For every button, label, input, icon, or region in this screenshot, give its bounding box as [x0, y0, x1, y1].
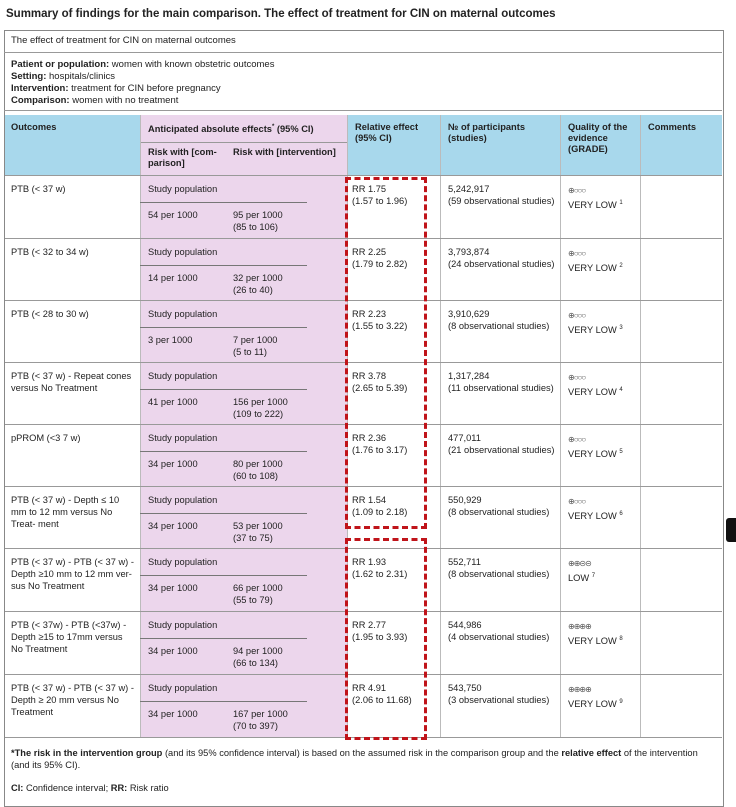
intervention-value: treatment for CIN before pregnancy: [68, 83, 221, 94]
outcome-label: PTB (< 37 w) - Repeat cones versus No Treatment: [11, 371, 132, 393]
column-separator: [640, 115, 641, 737]
risk-intervention-value: 94 per 1000: [233, 646, 283, 656]
relative-effect-ci: (1.76 to 3.17): [352, 445, 408, 455]
outcome-label: PTB (< 37 w): [11, 184, 66, 194]
divider: [140, 327, 307, 328]
quality-symbols: ⊕⊕⊕⊕: [568, 685, 591, 694]
divider: [4, 110, 722, 111]
divider: [140, 513, 307, 514]
study-population-label: Study population: [148, 371, 218, 381]
header-participants: № of participants (studies): [448, 122, 525, 143]
intervention-label: Intervention:: [11, 83, 69, 94]
studies-count: (24 observational studies): [448, 259, 555, 269]
participants-count: 544,986: [448, 620, 482, 630]
risk-intervention-ci: (70 to 397): [233, 721, 278, 731]
risk-intervention-ci: (55 to 79): [233, 595, 273, 605]
column-separator: [560, 115, 561, 737]
header-quality: Quality of the evidence (GRADE): [568, 122, 628, 154]
quality-grade: VERY LOW $^2$: [568, 263, 623, 274]
divider: [140, 265, 307, 266]
outcome-label: pPROM (<3 7 w): [11, 433, 81, 443]
participants-count: 477,011: [448, 433, 481, 443]
risk-intervention-value: 32 per 1000: [233, 273, 283, 283]
divider: [140, 451, 307, 452]
quality-symbols: ⊕○○○: [568, 497, 586, 506]
risk-intervention-ci: (5 to 11): [233, 347, 267, 357]
row-divider: [5, 175, 722, 176]
studies-count: (8 observational studies): [448, 321, 550, 331]
relative-effect-value: RR 1.75: [352, 184, 387, 194]
participants-count: 5,242,917: [448, 184, 490, 194]
quality-symbols: ⊕○○○: [568, 435, 586, 444]
quality-grade: VERY LOW $^3$: [568, 325, 623, 336]
outcome-label: PTB (< 37w) - PTB (<37w) - Depth ≥15 to 17mm versus No Treatment: [11, 620, 127, 654]
studies-count: (59 observational studies): [448, 196, 555, 206]
divider: [4, 52, 722, 53]
quality-symbols: ⊕○○○: [568, 373, 586, 382]
outcome-label: PTB (< 37 w) - PTB (< 37 w) - Depth ≥ 20 mm versus No Treatment: [11, 683, 134, 717]
risk-comparison-value: 34 per 1000: [148, 583, 198, 593]
header-outcomes: Outcomes: [11, 122, 57, 132]
risk-comparison-value: 3 per 1000: [148, 335, 193, 345]
divider: [140, 701, 307, 702]
risk-intervention-value: 53 per 1000: [233, 521, 283, 531]
divider: [140, 142, 347, 143]
highlight-box-upper: [345, 177, 427, 529]
participants-count: 550,929: [448, 495, 482, 505]
patient-value: women with known obstetric outcomes: [109, 59, 275, 70]
comparison-label: Comparison:: [11, 95, 70, 106]
studies-count: (8 observational studies): [448, 569, 550, 579]
quality-grade: VERY LOW $^9$: [568, 699, 623, 710]
divider: [140, 638, 307, 639]
column-separator: [440, 115, 441, 737]
risk-intervention-ci: (26 to 40): [233, 285, 273, 295]
header-risk-intervention: Risk with [intervention]: [233, 147, 336, 157]
comparison-value: women with no treatment: [69, 95, 179, 106]
participants-count: 1,317,284: [448, 371, 490, 381]
risk-intervention-ci: (37 to 75): [233, 533, 273, 543]
risk-intervention-value: 95 per 1000: [233, 210, 283, 220]
divider: [140, 575, 307, 576]
outcome-label: PTB (< 37 w) - Depth ≤ 10 mm to 12 mm versus No Treat- ment: [11, 495, 120, 529]
patient-label: Patient or population:: [11, 59, 110, 70]
risk-intervention-ci: (85 to 106): [233, 222, 278, 232]
table-subtitle: The effect of treatment for CIN on maternal outcomes: [11, 35, 236, 46]
relative-effect-ci: (1.79 to 2.82): [352, 259, 408, 269]
relative-effect-ci: (1.57 to 1.96): [352, 196, 408, 206]
setting-value: hospitals/clinics: [46, 71, 115, 82]
quality-symbols: ⊕○○○: [568, 311, 586, 320]
relative-effect-value: RR 3.78: [352, 371, 387, 381]
relative-effect-ci: (1.55 to 3.22): [352, 321, 408, 331]
quality-grade: VERY LOW $^4$: [568, 387, 623, 398]
risk-intervention-ci: (109 to 222): [233, 409, 284, 419]
quality-grade: VERY LOW $^8$: [568, 636, 623, 647]
risk-comparison-value: 34 per 1000: [148, 521, 198, 531]
quality-grade: VERY LOW $^5$: [568, 449, 623, 460]
risk-comparison-value: 54 per 1000: [148, 210, 198, 220]
outcome-label: PTB (< 32 to 34 w): [11, 247, 89, 257]
participants-count: 3,793,874: [448, 247, 490, 257]
page-edge-tab: [726, 518, 736, 542]
header-anticipated: Anticipated absolute effects* (95% CI): [148, 124, 314, 135]
quality-symbols: ⊕⊕⊕⊕: [568, 622, 591, 631]
participants-count: 3,910,629: [448, 309, 490, 319]
risk-comparison-value: 34 per 1000: [148, 459, 198, 469]
study-population-label: Study population: [148, 620, 218, 630]
footnote-abbreviations: CI: Confidence interval; RR: Risk ratio: [11, 783, 169, 793]
outcome-label: PTB (< 37 w) - PTB (< 37 w) - Depth ≥10 mm to 12 mm ver- sus No Treatment: [11, 557, 134, 591]
study-population-label: Study population: [148, 433, 218, 443]
study-population-label: Study population: [148, 184, 218, 194]
column-separator: [140, 115, 141, 737]
relative-effect-ci: (1.95 to 3.93): [352, 632, 408, 642]
pico-block: [11, 59, 274, 107]
study-population-label: Study population: [148, 495, 218, 505]
header-relative-effect: Relative effect (95% CI): [355, 122, 419, 143]
divider: [140, 202, 307, 203]
quality-symbols: ⊕○○○: [568, 186, 586, 195]
participants-count: 552,711: [448, 557, 481, 567]
risk-comparison-value: 41 per 1000: [148, 397, 198, 407]
studies-count: (3 observational studies): [448, 695, 550, 705]
divider: [140, 389, 307, 390]
table-title: Summary of findings for the main comparison. The effect of treatment for CIN on maternal outcomes: [6, 8, 556, 20]
relative-effect-value: RR 2.23: [352, 309, 387, 319]
study-population-label: Study population: [148, 683, 218, 693]
participants-count: 543,750: [448, 683, 482, 693]
risk-intervention-ci: (66 to 134): [233, 658, 278, 668]
study-population-label: Study population: [148, 309, 218, 319]
study-population-label: Study population: [148, 557, 218, 567]
setting-label: Setting:: [11, 71, 47, 82]
header-comments: Comments: [648, 122, 697, 132]
relative-effect-value: RR 4.91: [352, 683, 387, 693]
relative-effect-value: RR 2.77: [352, 620, 387, 630]
quality-grade: LOW $^7$: [568, 573, 596, 584]
risk-intervention-ci: (60 to 108): [233, 471, 278, 481]
relative-effect-ci: (1.09 to 2.18): [352, 507, 408, 517]
studies-count: (11 observational studies): [448, 383, 554, 393]
risk-intervention-value: 80 per 1000: [233, 459, 283, 469]
risk-intervention-value: 167 per 1000: [233, 709, 288, 719]
risk-comparison-value: 14 per 1000: [148, 273, 198, 283]
risk-intervention-value: 7 per 1000: [233, 335, 278, 345]
studies-count: (21 observational studies): [448, 445, 555, 455]
relative-effect-value: RR 1.54: [352, 495, 387, 505]
quality-symbols: ⊕⊕⊝⊝: [568, 559, 591, 568]
studies-count: (8 observational studies): [448, 507, 550, 517]
quality-grade: VERY LOW $^1$: [568, 200, 623, 211]
risk-comparison-value: 34 per 1000: [148, 646, 198, 656]
footnote-risk: *The risk in the intervention group (and its 95% confidence interval) is based on the assumed risk in the comparison group and the relative effect of the intervention (and its 95% CI).: [11, 748, 698, 770]
risk-intervention-value: 156 per 1000: [233, 397, 288, 407]
relative-effect-value: RR 2.25: [352, 247, 387, 257]
highlight-box-lower: [345, 538, 427, 740]
relative-effect-ci: (2.65 to 5.39): [352, 383, 408, 393]
quality-grade: VERY LOW $^6$: [568, 511, 623, 522]
header-risk-comparison: Risk with [com- parison]: [148, 147, 217, 168]
relative-effect-ci: (1.62 to 2.31): [352, 569, 408, 579]
risk-comparison-value: 34 per 1000: [148, 709, 198, 719]
outcome-label: PTB (< 28 to 30 w): [11, 309, 89, 319]
study-population-label: Study population: [148, 247, 218, 257]
relative-effect-value: RR 2.36: [352, 433, 387, 443]
relative-effect-ci: (2.06 to 11.68): [352, 695, 412, 705]
relative-effect-value: RR 1.93: [352, 557, 387, 567]
studies-count: (4 observational studies): [448, 632, 550, 642]
risk-intervention-value: 66 per 1000: [233, 583, 283, 593]
quality-symbols: ⊕○○○: [568, 249, 586, 258]
